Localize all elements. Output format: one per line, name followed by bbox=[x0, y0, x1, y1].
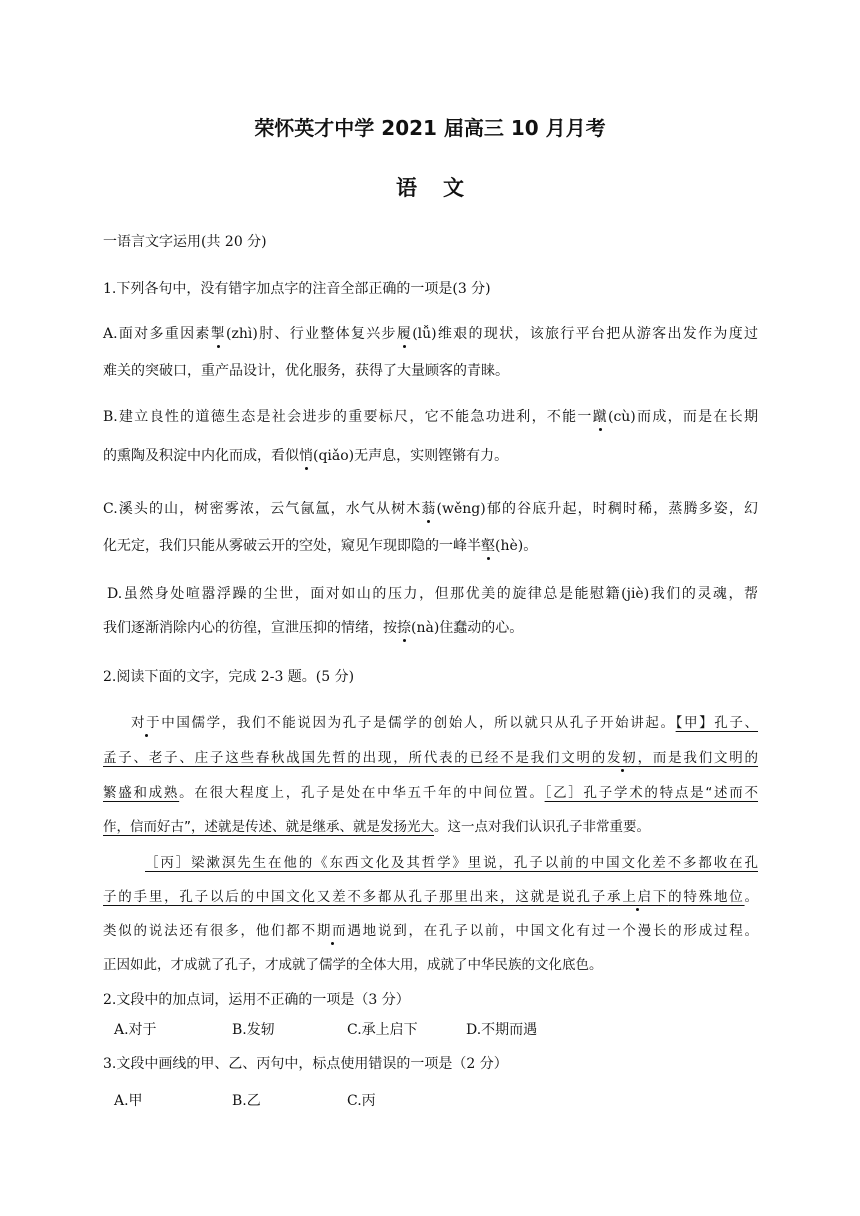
dotted-char: 蓊 bbox=[421, 501, 437, 517]
dotted-char: 掣 bbox=[210, 326, 227, 342]
question-2-intro: 2.阅读下面的文字，完成 2-3 题。(5 分) bbox=[103, 669, 355, 685]
dotted-word: 发轫 bbox=[607, 750, 638, 766]
underlined-sentence-jia: 【甲】孔子、 bbox=[675, 715, 759, 731]
q1-option-b-line1: B.建立良性的道德生态是社会进步的重要标尺，它不能急功进利，不能一蹴(cù)而成，而是在长期 bbox=[103, 409, 759, 425]
dotted-char: 捺 bbox=[397, 620, 411, 636]
dotted-word: 承上启下 bbox=[607, 889, 669, 905]
question-1-stem: 1.下列各句中，没有错字加点字的注音全部正确的一项是(3 分) bbox=[103, 281, 491, 297]
q3-option-a: A.甲 bbox=[114, 1093, 143, 1109]
q2-option-b: B.发轫 bbox=[232, 1022, 275, 1038]
underlined-sentence-yi: ［乙］孔子学术的特点是“述而不 bbox=[544, 785, 759, 801]
q1-option-b-line2: 的熏陶及积淀中内化而成，看似悄(qiǎo)无声息，实则铿锵有力。 bbox=[103, 448, 509, 464]
q1-option-a-line1: A.面对多重因素掣(zhì)肘、行业整体复兴步履(lǚ)维艰的现状，该旅行平台把从游客出发作为度过 bbox=[103, 326, 759, 342]
q1-option-d-line1: D.虽然身处喧嚣浮躁的尘世，面对如山的压力，但那优美的旋律总是能慰籍(jiè)我们的灵魂，帮 bbox=[107, 586, 758, 602]
passage-p2-line1 bbox=[145, 851, 758, 871]
q2-option-d: D.不期而遇 bbox=[466, 1022, 538, 1038]
q2-option-c: C.承上启下 bbox=[347, 1022, 418, 1038]
underlined-sentence-bing: ［丙］梁漱溟先生在他的《东西文化及其哲学》里说，孔子以前的中国文化差不多都收在孔 bbox=[145, 855, 758, 871]
q3-option-b: B.乙 bbox=[232, 1093, 261, 1109]
dotted-word: 不期而遇 bbox=[301, 923, 363, 939]
section-heading: 一语言文字运用(共 20 分) bbox=[103, 234, 267, 250]
dotted-char: 蹴 bbox=[592, 409, 608, 425]
dotted-word: 对于 bbox=[131, 715, 162, 731]
q3-option-c: C.丙 bbox=[347, 1093, 376, 1109]
q1-option-c-line2: 化无定，我们只能从雾破云开的空处，窥见乍现即隐的一峰半壑(hè)。 bbox=[103, 538, 538, 554]
passage-p1-line1: 对于中国儒学，我们不能说因为孔子是儒学的创始人，所以就只从孔子开始讲起。【甲】孔子、 bbox=[131, 715, 759, 731]
question-2-stem: 2.文段中的加点词，运用不正确的一项是（3 分） bbox=[103, 992, 410, 1008]
q1-option-d-line2: 我们逐渐消除内心的彷徨，宣泄压抑的情绪，按捺(nà)住蠢动的心。 bbox=[103, 620, 524, 636]
dotted-char: 履 bbox=[396, 326, 413, 342]
q2-option-a: A.对于 bbox=[114, 1022, 157, 1038]
passage-p2-line3: 类似的说法还有很多，他们都不期而遇地说到，在孔子以前，中国文化有过一个漫长的形成过程。 bbox=[103, 923, 759, 939]
question-3-stem: 3.文段中画线的甲、乙、丙句中，标点使用错误的一项是（2 分） bbox=[103, 1056, 508, 1072]
q1-option-a-line2: 难关的突破口，重产品设计，优化服务，获得了大量顾客的青睐。 bbox=[103, 363, 509, 379]
exam-title: 荣怀英才中学 2021 届高三 10 月月考 bbox=[254, 116, 606, 140]
passage-p2-line4: 正因如此，才成就了孔子，才成就了儒学的全体大用，成就了中华民族的文化底色。 bbox=[103, 957, 603, 973]
passage-p1-line2: 孟子、老子、庄子这些春秋战国先哲的出现，所代表的已经不是我们文明的发轫，而是我们文明的 bbox=[103, 750, 759, 766]
dotted-char: 悄 bbox=[299, 448, 313, 464]
q1-option-c-line1: C.溪头的山，树密雾浓，云气氤氲，水气从树木蓊(wěng)郁的谷底升起，时稠时稀，蒸腾多姿，幻 bbox=[103, 501, 759, 517]
dotted-char: 壑 bbox=[481, 538, 495, 554]
passage-p1-line4: 作，信而好古”，述就是传述、就是继承、就是发扬光大。这一点对我们认识孔子非常重要。 bbox=[103, 819, 650, 835]
passage-p1-line3: 繁盛和成熟。在很大程度上，孔子是处在中华五千年的中间位置。［乙］孔子学术的特点是“述而不 bbox=[103, 785, 759, 801]
subject-heading: 语文 bbox=[396, 176, 490, 200]
passage-p2-line2: 子的手里，孔子以后的中国文化又差不多都从孔子那里出来，这就是说孔子承上启下的特殊地位。 bbox=[103, 889, 759, 905]
